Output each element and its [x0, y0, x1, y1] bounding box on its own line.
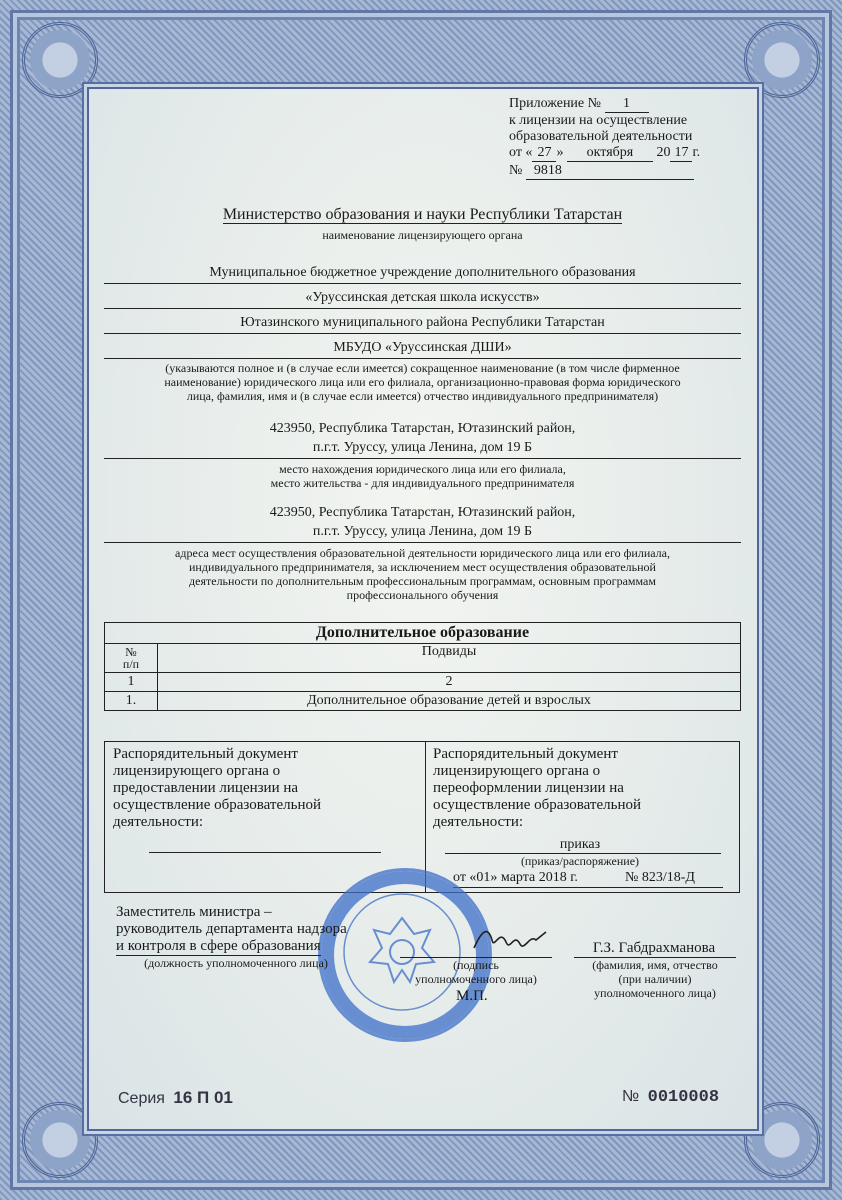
appendix-line1: Приложение № 1	[509, 96, 649, 113]
table-row: 1. Дополнительное образование детей и взрослых	[105, 692, 741, 711]
reissue-document-block: Распорядительный документ лицензирующего органа о переоформлении лицензии на осуществление образовательной деятельности:	[433, 746, 641, 830]
licensee-short-name: МБУДО «Уруссинская ДШИ»	[333, 340, 512, 355]
signatory-name: Г.З. Габдрахманова	[592, 940, 716, 956]
location-line2: п.г.т. Уруссу, улица Ленина, дом 19 Б	[312, 440, 533, 455]
grant-document-block: Распорядительный документ лицензирующего органа о предоставлении лицензии на осуществление образовательной деятельности:	[113, 746, 321, 830]
table-title-row	[105, 623, 741, 644]
location-caption: место нахождения юридического лица или его филиала, место жительства - для индивидуального предпринимателя	[270, 462, 575, 490]
reissue-doc-date: от «01» марта 2018 г.	[453, 870, 578, 885]
appendix-line2: к лицензии на осуществление	[509, 113, 688, 128]
table-header-row	[105, 644, 741, 673]
license-number: № 9818	[509, 163, 694, 180]
signatory-position: Заместитель министра – руководитель департамента надзора и контроля в сфере образования	[116, 904, 347, 954]
column-header-number: № п/п	[105, 644, 158, 673]
education-subtypes-table	[104, 622, 741, 711]
reissue-doc-type-caption: (приказ/распоряжение)	[520, 854, 640, 868]
licensee-line2: «Уруссинская детская школа искусств»	[305, 290, 540, 305]
reissue-doc-type: приказ	[559, 837, 601, 852]
signatory-position-caption: (должность уполномоченного лица)	[144, 956, 328, 970]
table-index-row: 1 2	[105, 673, 741, 692]
licensee-caption: (указываются полное и (в случае если имеется) сокращенное наименование (в том числе фирменное наименование) юридического лица или его филиала, организационно-правовая форма юридического лица, фамилия, имя и (в случае если имеется) отчество индивидуального предпринимателя)	[164, 361, 681, 403]
form-number-block: № 0010008	[622, 1088, 720, 1107]
licensee-line3: Ютазинского муниципального района Республики Татарстан	[240, 315, 605, 330]
appendix-date: от « 27 » октября 20 17 г.	[509, 145, 701, 160]
location-line1: 423950, Республика Татарстан, Ютазинский район,	[269, 421, 576, 436]
appendix-line3: образовательной деятельности	[509, 129, 693, 144]
series-block: Серия 16 П 01	[118, 1088, 233, 1107]
column-header-subtypes: Подвиды	[158, 644, 741, 673]
series-value: 16 П 01	[173, 1088, 233, 1107]
appendix-number: 1	[605, 96, 649, 113]
authority-name: Министерство образования и науки Республики Татарстан	[222, 206, 623, 223]
signature-icon	[470, 922, 550, 958]
table-title: Дополнительное образование	[105, 623, 741, 644]
activity-address-line2: п.г.т. Уруссу, улица Ленина, дом 19 Б	[312, 524, 533, 539]
activity-address-line1: 423950, Республика Татарстан, Ютазинский район,	[269, 505, 576, 520]
authority-caption: наименование лицензирующего органа	[322, 228, 523, 242]
signatory-name-caption: (фамилия, имя, отчество (при наличии) уполномоченного лица)	[592, 958, 718, 1000]
reissue-doc-number: № 823/18-Д	[625, 870, 695, 885]
licensee-line1: Муниципальное бюджетное учреждение дополнительного образования	[209, 265, 636, 280]
seal-place-label: М.П.	[456, 988, 488, 1004]
form-number-value: 0010008	[647, 1088, 720, 1107]
signature-caption: (подпись уполномоченного лица)	[415, 958, 537, 986]
activity-address-caption: адреса мест осуществления образовательной деятельности юридического лица или его филиала, индивидуального предпринимателя, за исключением мест осуществления образовательной деятельности по дополнительным профессиональным программам, основным программам профессионального обучения	[175, 546, 670, 602]
